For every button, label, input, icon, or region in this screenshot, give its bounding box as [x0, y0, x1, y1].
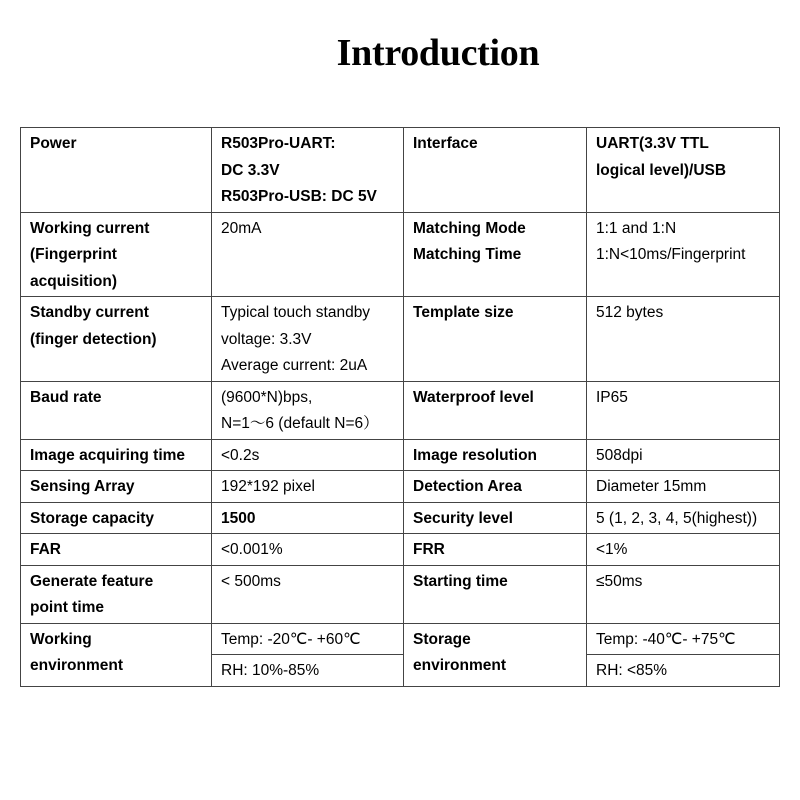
table-row-sensing-array: [21, 471, 780, 503]
value-storage-rh: RH: <85%: [587, 655, 780, 687]
label-storage-capacity: Storage capacity: [21, 502, 212, 534]
value-image-resolution: 508dpi: [587, 439, 780, 471]
label-standby-current: Standby current (finger detection): [21, 297, 212, 382]
label-frr: FRR: [404, 534, 587, 566]
value-generate-feature: < 500ms: [212, 565, 404, 623]
table-row-generate-feature: [21, 565, 780, 623]
value-baud-rate: (9600*N)bps, N=1～6 (default N=6）: [212, 381, 404, 439]
value-waterproof-level: IP65: [587, 381, 780, 439]
value-working-temp: Temp: -20℃- +60℃: [212, 623, 404, 655]
value-sensing-array: 192*192 pixel: [212, 471, 404, 503]
label-interface: Interface: [404, 128, 587, 213]
label-waterproof-level: Waterproof level: [404, 381, 587, 439]
label-detection-area: Detection Area: [404, 471, 587, 503]
table-row-working-current: [21, 212, 780, 297]
value-template-size: 512 bytes: [587, 297, 780, 382]
value-standby-current: Typical touch standby voltage: 3.3V Average current: 2uA: [212, 297, 404, 382]
label-working-current: Working current (Fingerprint acquisition): [21, 212, 212, 297]
label-power: Power: [21, 128, 212, 213]
label-matching: Matching Mode Matching Time: [404, 212, 587, 297]
page-title: Introduction: [336, 32, 540, 74]
value-detection-area: Diameter 15mm: [587, 471, 780, 503]
table-row-standby-current: [21, 297, 780, 382]
value-starting-time: ≤50ms: [587, 565, 780, 623]
label-image-resolution: Image resolution: [404, 439, 587, 471]
value-storage-capacity: 1500: [212, 502, 404, 534]
value-far: <0.001%: [212, 534, 404, 566]
label-far: FAR: [21, 534, 212, 566]
spec-table: [20, 127, 780, 687]
table-row-power: [21, 128, 780, 213]
label-sensing-array: Sensing Array: [21, 471, 212, 503]
value-interface: UART(3.3V TTL logical level)/USB: [587, 128, 780, 213]
table-row-baud-rate: [21, 381, 780, 439]
label-baud-rate: Baud rate: [21, 381, 212, 439]
value-working-current: 20mA: [212, 212, 404, 297]
label-starting-time: Starting time: [404, 565, 587, 623]
value-frr: <1%: [587, 534, 780, 566]
value-storage-temp: Temp: -40℃- +75℃: [587, 623, 780, 655]
table-row-image-acquiring: [21, 439, 780, 471]
table-row-environment-temp: [21, 623, 780, 655]
label-generate-feature: Generate feature point time: [21, 565, 212, 623]
label-template-size: Template size: [404, 297, 587, 382]
value-security-level: 5 (1, 2, 3, 4, 5(highest)): [587, 502, 780, 534]
label-security-level: Security level: [404, 502, 587, 534]
label-working-environment: Working environment: [21, 623, 212, 686]
table-row-far: [21, 534, 780, 566]
value-image-acquiring-time: <0.2s: [212, 439, 404, 471]
value-power: R503Pro-UART: DC 3.3V R503Pro-USB: DC 5V: [212, 128, 404, 213]
value-working-rh: RH: 10%-85%: [212, 655, 404, 687]
label-storage-environment: Storage environment: [404, 623, 587, 686]
table-row-storage-capacity: [21, 502, 780, 534]
label-image-acquiring-time: Image acquiring time: [21, 439, 212, 471]
value-matching: 1:1 and 1:N 1:N<10ms/Fingerprint: [587, 212, 780, 297]
